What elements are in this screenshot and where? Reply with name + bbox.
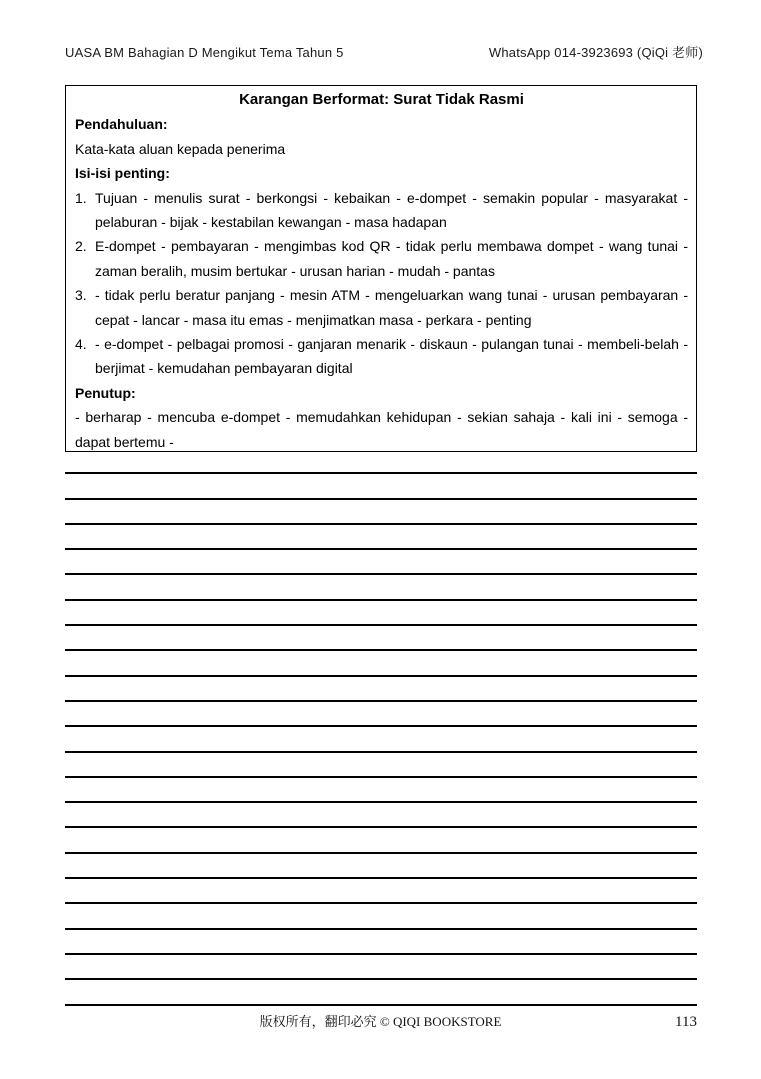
writing-line bbox=[65, 727, 697, 752]
writing-line bbox=[65, 980, 697, 1005]
writing-line bbox=[65, 601, 697, 626]
writing-line bbox=[65, 753, 697, 778]
footer-copyright: 版权所有，翻印必究 © QIQI BOOKSTORE bbox=[259, 1014, 502, 1029]
point-text: - tidak perlu beratur panjang - mesin ATM - mengeluarkan wang tunai - urusan pembayaran - cepat - lancar - masa itu emas - menjimatkan masa - perkara - penting bbox=[95, 287, 688, 328]
writing-lines bbox=[65, 449, 697, 1006]
outline-point-2 bbox=[75, 234, 688, 283]
writing-line bbox=[65, 474, 697, 499]
writing-line bbox=[65, 525, 697, 550]
writing-line bbox=[65, 550, 697, 575]
writing-line bbox=[65, 828, 697, 853]
writing-line bbox=[65, 778, 697, 803]
writing-line bbox=[65, 575, 697, 600]
section-penutup-label: Penutup: bbox=[75, 384, 136, 401]
writing-line bbox=[65, 651, 697, 676]
writing-line bbox=[65, 930, 697, 955]
page-footer bbox=[0, 1012, 761, 1032]
header-right-contact: WhatsApp 014-3923693 (QiQi 老师) bbox=[488, 45, 703, 60]
section-pendahuluan-label: Pendahuluan: bbox=[75, 116, 168, 133]
box-title: Karangan Berformat: Surat Tidak Rasmi bbox=[239, 91, 524, 108]
point-number: 1. bbox=[75, 189, 87, 206]
penutup-text: - berharap - mencuba e-dompet - memudahkan kehidupan - sekian sahaja - kali ini - semoga - dapat bertemu - bbox=[75, 409, 688, 450]
outline-point-1 bbox=[75, 186, 688, 235]
writing-line bbox=[65, 677, 697, 702]
point-number: 4. bbox=[75, 336, 87, 353]
point-number: 3. bbox=[75, 287, 87, 304]
section-isi-label: Isi-isi penting: bbox=[75, 165, 170, 182]
writing-line bbox=[65, 449, 697, 474]
writing-line bbox=[65, 854, 697, 879]
pendahuluan-text: Kata-kata aluan kepada penerima bbox=[75, 140, 286, 157]
writing-line bbox=[65, 702, 697, 727]
writing-line bbox=[65, 879, 697, 904]
writing-line bbox=[65, 626, 697, 651]
footer-page-number: 113 bbox=[675, 1014, 697, 1030]
point-text: Tujuan - menulis surat - berkongsi - kebaikan - e-dompet - semakin popular - masyarakat - pelaburan - bijak - kestabilan kewangan - masa hadapan bbox=[95, 189, 688, 231]
writing-line bbox=[65, 904, 697, 929]
writing-line bbox=[65, 500, 697, 525]
point-text: E-dompet - pembayaran - mengimbas kod QR - tidak perlu membawa dompet - wang tunai - zaman beralih, musim bertukar - urusan harian - mudah - pantas bbox=[95, 238, 688, 279]
point-number: 2. bbox=[75, 238, 87, 255]
outline-point-3 bbox=[75, 283, 688, 332]
outline-point-4 bbox=[75, 332, 688, 381]
writing-line bbox=[65, 803, 697, 828]
page-header bbox=[65, 44, 703, 62]
header-left-title: UASA BM Bahagian D Mengikut Tema Tahun 5 bbox=[65, 45, 344, 60]
essay-outline-box bbox=[65, 85, 697, 452]
writing-line bbox=[65, 955, 697, 980]
point-text: - e-dompet - pelbagai promosi - ganjaran menarik - diskaun - pulangan tunai - membeli-belah - berjimat - kemudahan pembayaran digital bbox=[95, 336, 688, 377]
